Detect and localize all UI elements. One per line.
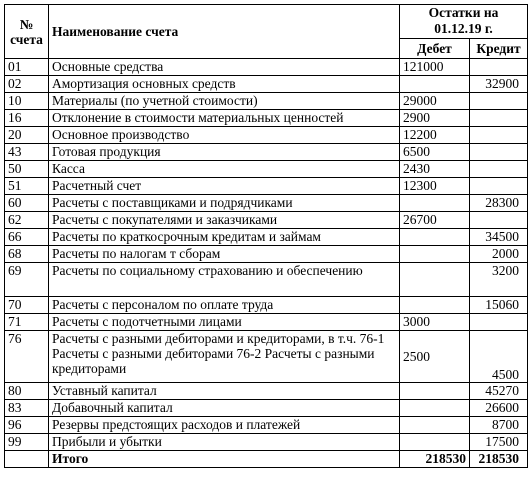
table-row xyxy=(5,297,528,314)
credit-cell xyxy=(470,161,528,178)
account-number-header xyxy=(5,5,49,59)
credit-cell xyxy=(470,212,528,229)
balance-header-line1: Остатки на xyxy=(428,5,499,20)
credit-cell: 3200 xyxy=(470,263,528,297)
account-name-cell: Отклонение в стоимости материальных ценностей xyxy=(49,110,400,127)
credit-cell: 4500 xyxy=(470,331,528,383)
account-name-header: Наименование счета xyxy=(49,5,400,59)
account-name-cell: Резервы предстоящих расходов и платежей xyxy=(49,417,400,434)
table-row xyxy=(5,144,528,161)
debit-cell: 3000 xyxy=(400,314,470,331)
table-row xyxy=(5,417,528,434)
credit-cell xyxy=(470,144,528,161)
credit-cell xyxy=(470,59,528,76)
account-name-cell: Расчеты с поставщиками и подрядчиками xyxy=(49,195,400,212)
account-name-cell: Расчеты по краткосрочным кредитам и займам xyxy=(49,229,400,246)
table-row xyxy=(5,331,528,383)
account-number-cell: 10 xyxy=(5,93,49,110)
account-name-cell: Расчеты с персоналом по оплате труда xyxy=(49,297,400,314)
debit-cell: 121000 xyxy=(400,59,470,76)
account-name-cell: Касса xyxy=(49,161,400,178)
account-name-cell: Основное производство xyxy=(49,127,400,144)
total-row xyxy=(5,451,528,468)
credit-cell: 15060 xyxy=(470,297,528,314)
credit-header: Кредит xyxy=(470,39,528,59)
credit-cell: 28300 xyxy=(470,195,528,212)
table-row xyxy=(5,161,528,178)
table-row xyxy=(5,127,528,144)
credit-cell xyxy=(470,178,528,195)
debit-cell: 2500 xyxy=(400,331,470,383)
debit-cell xyxy=(400,297,470,314)
credit-cell xyxy=(470,314,528,331)
debit-cell xyxy=(400,434,470,451)
credit-cell: 17500 xyxy=(470,434,528,451)
table-row xyxy=(5,76,528,93)
table-row xyxy=(5,212,528,229)
account-name-cell: Расчеты с подотчетными лицами xyxy=(49,314,400,331)
account-number-cell: 99 xyxy=(5,434,49,451)
total-label-cell: Итого xyxy=(49,451,400,468)
balance-header-line2: 01.12.19 г. xyxy=(434,21,493,36)
debit-cell: 26700 xyxy=(400,212,470,229)
account-number-cell: 83 xyxy=(5,400,49,417)
account-name-cell: Основные средства xyxy=(49,59,400,76)
account-number-cell: 70 xyxy=(5,297,49,314)
account-number-cell: 66 xyxy=(5,229,49,246)
account-name-cell: Расчеты с покупателями и заказчиками xyxy=(49,212,400,229)
account-number-cell: 96 xyxy=(5,417,49,434)
account-name-cell: Амортизация основных средств xyxy=(49,76,400,93)
total-debit-cell: 218530 xyxy=(400,451,470,468)
account-number-cell: 62 xyxy=(5,212,49,229)
account-name-cell: Готовая продукция xyxy=(49,144,400,161)
table-row xyxy=(5,400,528,417)
account-number-cell: 60 xyxy=(5,195,49,212)
debit-cell xyxy=(400,229,470,246)
debit-cell xyxy=(400,400,470,417)
debit-cell xyxy=(400,263,470,297)
account-number-cell: 20 xyxy=(5,127,49,144)
table-row xyxy=(5,246,528,263)
table-row xyxy=(5,314,528,331)
credit-cell: 26600 xyxy=(470,400,528,417)
debit-cell: 2900 xyxy=(400,110,470,127)
total-credit-cell: 218530 xyxy=(470,451,528,468)
debit-cell: 29000 xyxy=(400,93,470,110)
debit-cell xyxy=(400,246,470,263)
table-row xyxy=(5,229,528,246)
table-row xyxy=(5,383,528,400)
account-name-cell: Расчеты по налогам т сборам xyxy=(49,246,400,263)
debit-cell xyxy=(400,195,470,212)
table-row xyxy=(5,178,528,195)
table-row xyxy=(5,110,528,127)
account-name-cell: Добавочный капитал xyxy=(49,400,400,417)
credit-cell: 34500 xyxy=(470,229,528,246)
credit-cell xyxy=(470,110,528,127)
table-row xyxy=(5,195,528,212)
table-row xyxy=(5,93,528,110)
debit-cell: 2430 xyxy=(400,161,470,178)
debit-cell: 12300 xyxy=(400,178,470,195)
credit-cell xyxy=(470,127,528,144)
account-number-cell: 50 xyxy=(5,161,49,178)
table-row xyxy=(5,59,528,76)
table-row xyxy=(5,434,528,451)
account-name-cell: Уставный капитал xyxy=(49,383,400,400)
balance-header xyxy=(400,5,528,39)
credit-cell: 32900 xyxy=(470,76,528,93)
credit-cell: 45270 xyxy=(470,383,528,400)
account-name-cell: Расчеты с разными дебиторами и кредиторами, в т.ч. 76-1 Расчеты с разными дебиторами 76-2 Расчеты с разными кредиторами xyxy=(49,331,400,383)
credit-cell xyxy=(470,93,528,110)
account-name-cell: Прибыли и убытки xyxy=(49,434,400,451)
account-number-cell: 02 xyxy=(5,76,49,93)
account-number-header-line2: счета xyxy=(10,31,43,47)
total-number-cell xyxy=(5,451,49,468)
account-number-cell: 71 xyxy=(5,314,49,331)
debit-cell: 12200 xyxy=(400,127,470,144)
debit-cell: 6500 xyxy=(400,144,470,161)
account-balance-table xyxy=(4,4,528,468)
account-number-cell: 43 xyxy=(5,144,49,161)
account-number-cell: 76 xyxy=(5,331,49,383)
account-name-cell: Расчеты по социальному страхованию и обеспечению xyxy=(49,263,400,297)
debit-header: Дебет xyxy=(400,39,470,59)
account-number-header-line1: № xyxy=(19,16,34,32)
credit-cell: 8700 xyxy=(470,417,528,434)
account-number-cell: 68 xyxy=(5,246,49,263)
account-name-cell: Расчетный счет xyxy=(49,178,400,195)
account-number-cell: 80 xyxy=(5,383,49,400)
debit-cell xyxy=(400,383,470,400)
credit-cell: 2000 xyxy=(470,246,528,263)
debit-cell xyxy=(400,76,470,93)
account-rows xyxy=(5,59,528,468)
debit-cell xyxy=(400,417,470,434)
account-number-cell: 16 xyxy=(5,110,49,127)
account-number-cell: 51 xyxy=(5,178,49,195)
table-row xyxy=(5,263,528,297)
account-number-cell: 69 xyxy=(5,263,49,297)
account-name-cell: Материалы (по учетной стоимости) xyxy=(49,93,400,110)
account-number-cell: 01 xyxy=(5,59,49,76)
